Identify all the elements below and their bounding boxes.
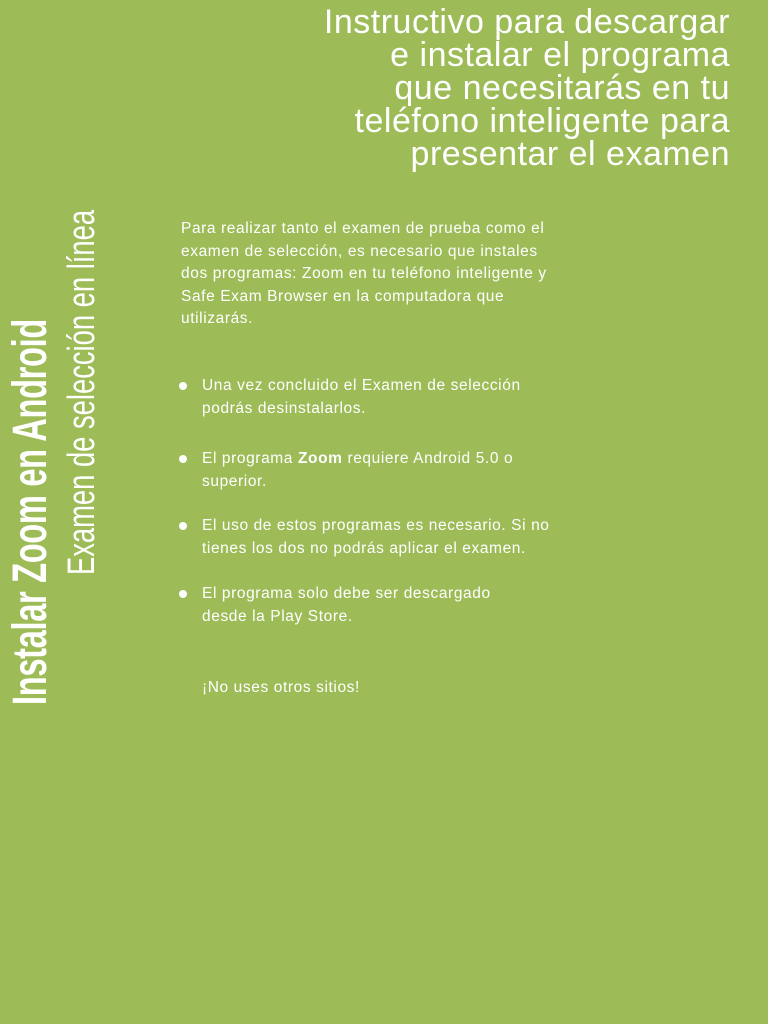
intro-line: examen de selección, es necesario que instales: [181, 242, 538, 260]
page-title-line: que necesitarás en tu: [394, 69, 730, 107]
bullet-dot-icon: [179, 382, 187, 390]
bullet-line: Una vez concluido el Examen de selección: [202, 377, 521, 394]
bullet-text: requiere Android 5.0 o: [342, 450, 514, 467]
bullet-line: desde la Play Store.: [202, 608, 353, 625]
bullet-line: superior.: [202, 473, 267, 490]
intro-line: Para realizar tanto el examen de prueba como el: [181, 220, 545, 237]
bullet-line: tienes los dos no podrás aplicar el examen.: [202, 540, 526, 557]
sidebar-subtitle: Examen de selección en línea: [61, 209, 103, 575]
bullet-text: El programa: [202, 450, 298, 467]
bullet-dot-icon: [179, 522, 187, 530]
page-title-line: e instalar el programa: [390, 36, 730, 74]
intro-line: dos programas: Zoom en tu teléfono inteligente y: [181, 265, 547, 282]
intro-paragraph: [181, 218, 726, 331]
bullet-item: [176, 374, 736, 420]
bullet-item: [176, 582, 736, 628]
intro-line: utilizarás.: [181, 310, 254, 327]
page-title-line: presentar el examen: [410, 135, 730, 173]
page-title-line: Instructivo para descargar: [323, 3, 730, 41]
bullet-line: podrás desinstalarlos.: [202, 400, 366, 417]
bullet-line: [202, 447, 736, 470]
final-note: ¡No uses otros sitios!: [202, 679, 360, 696]
zoom-program-name: Zoom: [297, 450, 343, 467]
bullet-line: El uso de estos programas es necesario. Si no: [202, 517, 550, 534]
bullet-dot-icon: [179, 455, 187, 463]
page-title-line: teléfono inteligente para: [354, 102, 730, 140]
sidebar-rotated-text: [0, 185, 104, 705]
intro-line: Safe Exam Browser en la computadora que: [181, 287, 505, 305]
sidebar-title: Instalar Zoom en Android: [4, 319, 57, 705]
bullet-dot-icon: [179, 590, 187, 598]
bullet-item: [176, 447, 736, 493]
sidebar: [0, 0, 120, 720]
bullet-item: [176, 514, 736, 560]
bullet-line: El programa solo debe ser descargado: [202, 585, 491, 602]
page-title: [110, 3, 730, 173]
bullet-list: [176, 374, 736, 628]
